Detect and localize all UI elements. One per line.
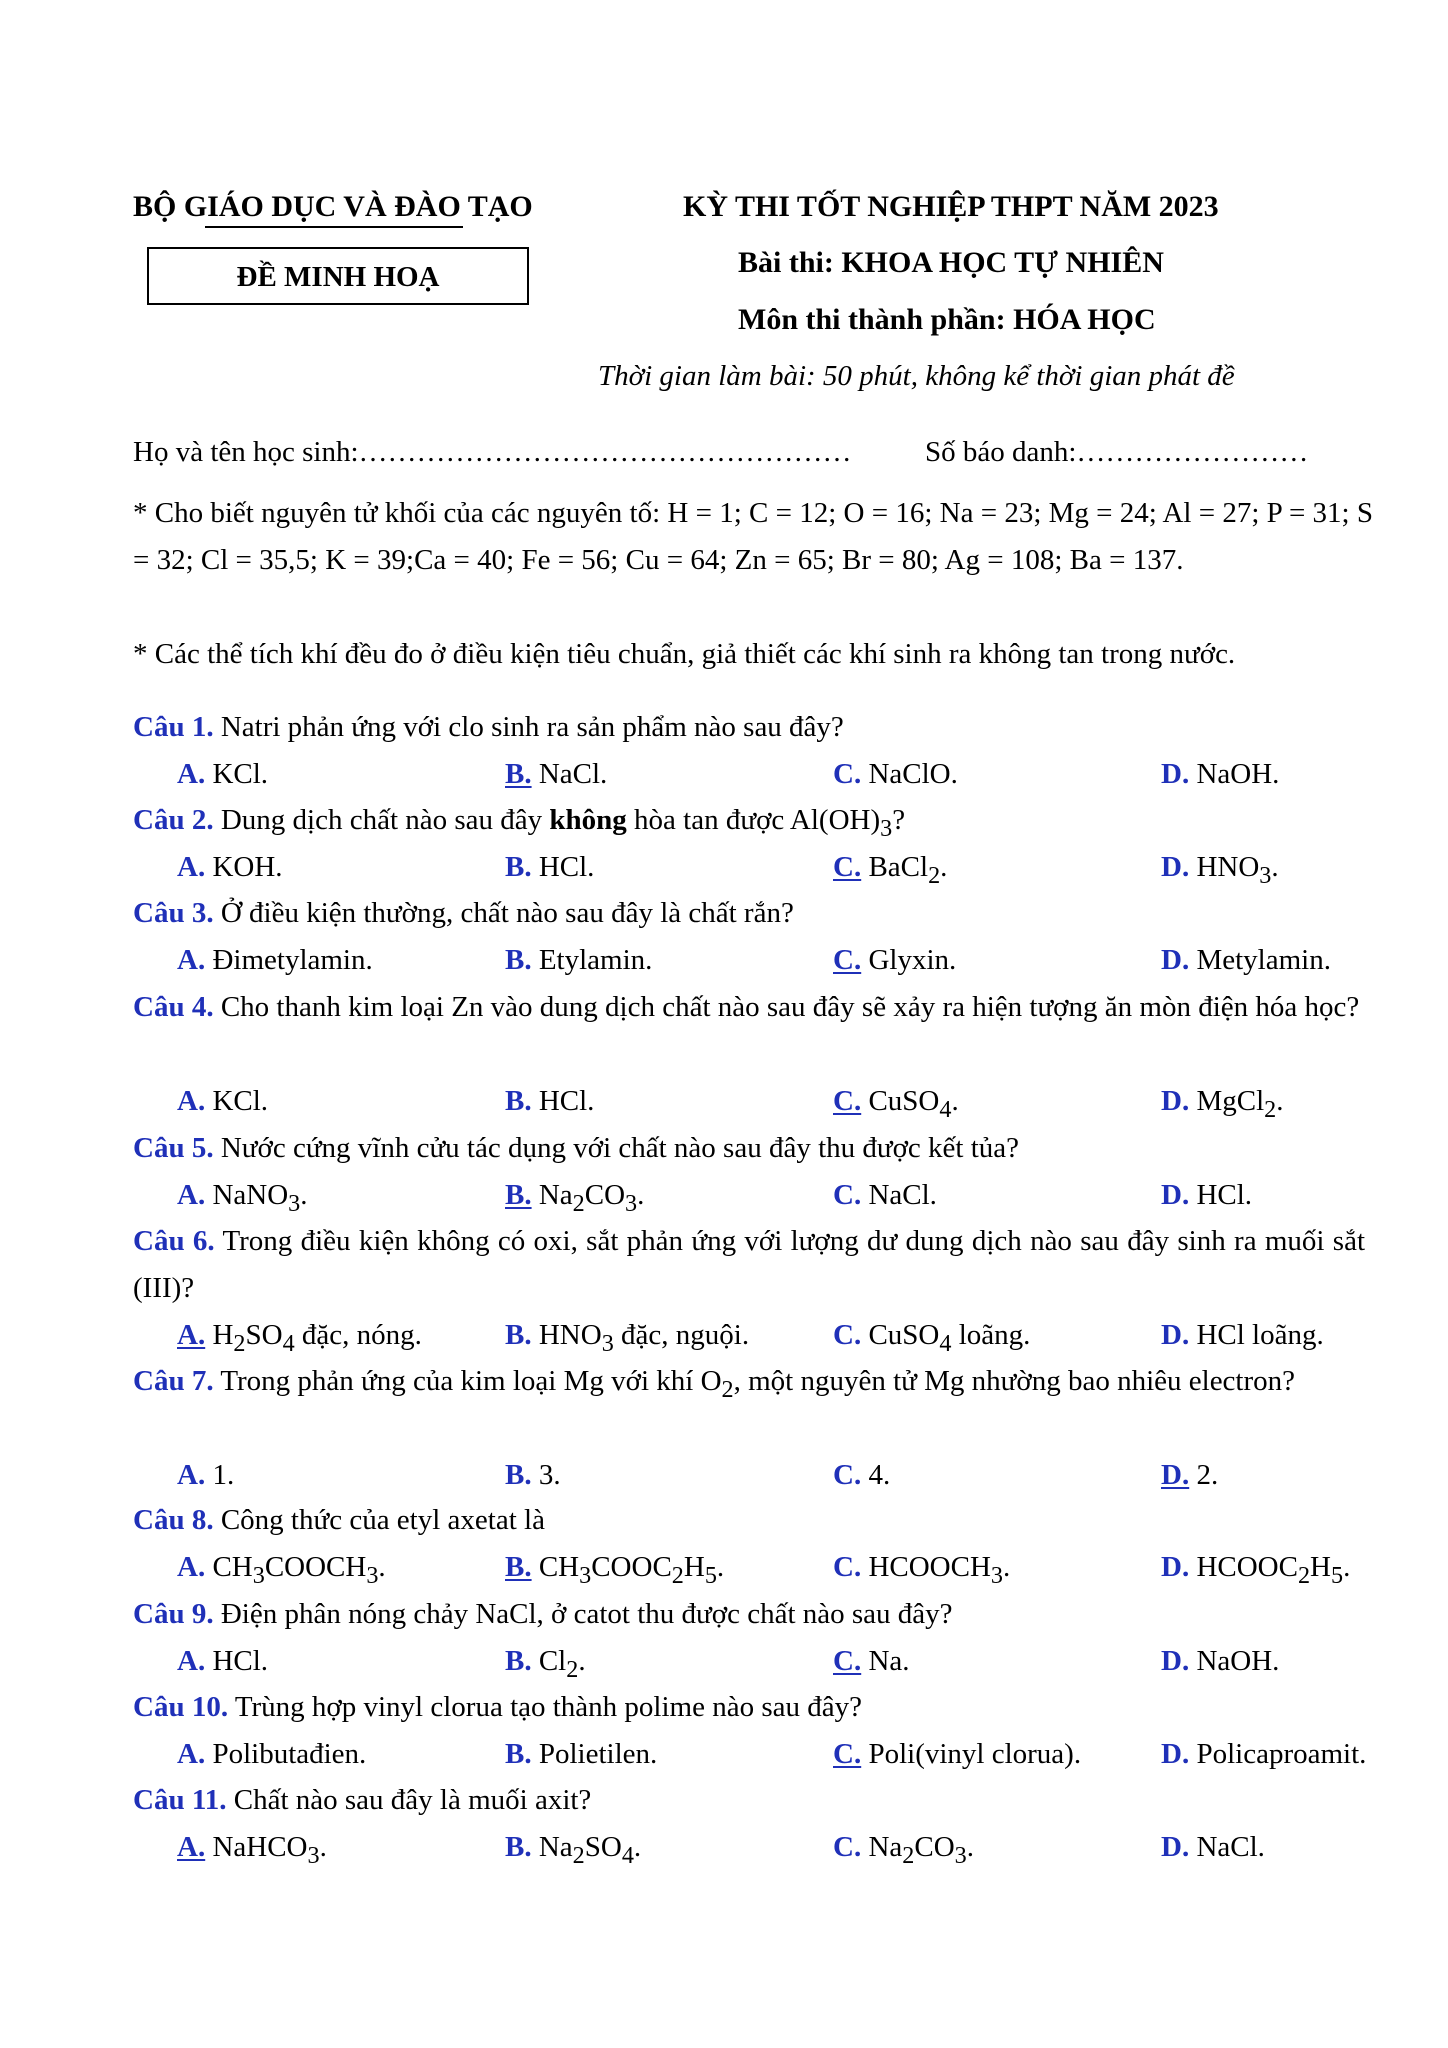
- option-letter: A.: [177, 851, 206, 883]
- question-number: Câu 1.: [133, 711, 214, 743]
- answer-option: [177, 751, 268, 798]
- subscript: 2: [902, 1841, 915, 1869]
- text-run: Công thức của etyl axetat là: [220, 1504, 545, 1536]
- question-stem: [133, 1125, 1365, 1172]
- option-letter: B.: [505, 1319, 532, 1351]
- question-stem: [133, 890, 1365, 937]
- subscript: 2: [233, 1329, 246, 1357]
- question-number: Câu 10.: [133, 1691, 229, 1723]
- option-letter: D.: [1161, 1831, 1190, 1863]
- answer-option: [505, 751, 607, 798]
- option-letter: D.: [1161, 1551, 1190, 1583]
- subscript: 3: [366, 1561, 379, 1589]
- question-number: Câu 7.: [133, 1365, 214, 1397]
- option-letter: D.: [1161, 1085, 1190, 1117]
- option-letter: B.: [505, 1085, 532, 1117]
- text-run: , một nguyên tử Mg nhường bao nhiêu electron?: [733, 1365, 1296, 1397]
- answer-options: [0, 937, 1448, 984]
- text-run: .: [578, 1645, 586, 1677]
- text-run: Chất nào sau đây là muối axit?: [233, 1784, 592, 1816]
- subscript: 2: [572, 1189, 585, 1217]
- correct-answer-letter: A.: [177, 1831, 206, 1863]
- subscript: 3: [579, 1561, 592, 1589]
- text-run: .: [951, 1085, 959, 1117]
- text-run: .: [1343, 1551, 1351, 1583]
- answer-options: [0, 1312, 1448, 1359]
- text-run: NaOH.: [1196, 758, 1280, 790]
- text-run: 1.: [212, 1459, 235, 1491]
- answer-option: [833, 1172, 937, 1219]
- text-run: Na: [538, 1831, 573, 1863]
- text-run: HCl loãng.: [1196, 1319, 1324, 1351]
- option-letter: B.: [505, 1645, 532, 1677]
- text-run: Policaproamit.: [1196, 1738, 1367, 1770]
- answer-option: [833, 1638, 910, 1685]
- option-letter: C.: [833, 758, 862, 790]
- text-run: H: [212, 1319, 234, 1351]
- text-run: .: [300, 1179, 308, 1211]
- text-run: Etylamin.: [538, 944, 653, 976]
- answer-option: [1161, 1452, 1218, 1499]
- text-run: KOH.: [212, 851, 283, 883]
- text-run: ?: [892, 804, 906, 836]
- text-run: .: [940, 851, 948, 883]
- text-run: Ở điều kiện thường, chất nào sau đây là chất rắn?: [220, 897, 794, 929]
- text-run: Natri phản ứng với clo sinh ra sản phẩm nào sau đây?: [220, 711, 844, 743]
- text-run: Metylamin.: [1196, 944, 1331, 976]
- question-number: Câu 9.: [133, 1598, 214, 1630]
- correct-answer-letter: C.: [833, 1645, 862, 1677]
- text-run: SO: [245, 1319, 283, 1351]
- answer-option: [177, 1731, 366, 1778]
- text-run: HCl.: [212, 1645, 269, 1677]
- subscript: 4: [939, 1329, 952, 1357]
- answer-option: [177, 937, 373, 984]
- subscript: 3: [252, 1561, 265, 1589]
- subscript: 3: [880, 814, 893, 842]
- answer-option: [505, 1824, 641, 1879]
- option-letter: A.: [177, 758, 206, 790]
- sample-exam-label: ĐỀ MINH HOẠ: [236, 261, 440, 293]
- text-run: NaNO: [212, 1179, 289, 1211]
- subscript: 3: [288, 1189, 301, 1217]
- text-run: Poli(vinyl clorua).: [868, 1738, 1082, 1770]
- subscript: 2: [566, 1655, 579, 1683]
- question-number: Câu 3.: [133, 897, 214, 929]
- text-run: KCl.: [212, 1085, 269, 1117]
- subscript: 2: [1264, 1095, 1277, 1123]
- subscript: 3: [990, 1561, 1003, 1589]
- answer-options: [0, 1452, 1448, 1499]
- text-run: HCl.: [1196, 1179, 1253, 1211]
- option-letter: C.: [833, 1551, 862, 1583]
- answer-option: [1161, 1638, 1279, 1685]
- subscript: 2: [572, 1841, 585, 1869]
- option-letter: A.: [177, 1459, 206, 1491]
- answer-option: [177, 1452, 234, 1499]
- correct-answer-letter: C.: [833, 1085, 862, 1117]
- text-run: Trong phản ứng của kim loại Mg với khí O: [220, 1365, 722, 1397]
- option-letter: A.: [177, 1085, 206, 1117]
- text-run: HNO: [1196, 851, 1260, 883]
- text-run: Dung dịch chất nào sau đây: [220, 804, 550, 836]
- text-run: .: [1276, 1085, 1284, 1117]
- exam-title: KỲ THI TỐT NGHIỆP THPT NĂM 2023: [683, 190, 1219, 223]
- correct-answer-letter: B.: [505, 1551, 532, 1583]
- answer-option: [1161, 1731, 1366, 1778]
- option-letter: A.: [177, 1738, 206, 1770]
- text-run: Na: [868, 1831, 903, 1863]
- answer-option: [177, 1824, 327, 1879]
- question-number: Câu 11.: [133, 1784, 227, 1816]
- answer-options: [0, 1078, 1448, 1125]
- subscript: 4: [939, 1095, 952, 1123]
- question-number: Câu 5.: [133, 1132, 214, 1164]
- text-run: CO: [914, 1831, 955, 1863]
- subscript: 3: [601, 1329, 614, 1357]
- subscript: 3: [954, 1841, 967, 1869]
- option-letter: D.: [1161, 851, 1190, 883]
- text-run: BaCl: [868, 851, 929, 883]
- student-name-field: Họ và tên học sinh:……………………………………………: [133, 436, 852, 468]
- emphasis-text: không: [549, 804, 627, 836]
- text-run: CH: [538, 1551, 580, 1583]
- text-run: .: [633, 1831, 642, 1863]
- text-run: MgCl: [1196, 1085, 1265, 1117]
- text-run: HCl.: [538, 1085, 595, 1117]
- text-run: 2.: [1196, 1459, 1219, 1491]
- subscript: 3: [307, 1841, 320, 1869]
- question-number: Câu 6.: [133, 1225, 215, 1257]
- text-run: H: [683, 1551, 705, 1583]
- text-run: HCOOC: [1196, 1551, 1298, 1583]
- ministry-underline: [205, 226, 463, 228]
- option-letter: C.: [833, 1319, 862, 1351]
- option-letter: C.: [833, 1179, 862, 1211]
- correct-answer-letter: C.: [833, 1738, 862, 1770]
- text-run: CuSO: [868, 1085, 940, 1117]
- text-run: .: [1271, 851, 1279, 883]
- answer-option: [833, 1452, 890, 1499]
- text-run: Glyxin.: [868, 944, 957, 976]
- option-letter: D.: [1161, 1319, 1190, 1351]
- subscript: 5: [704, 1561, 717, 1589]
- text-run: CH: [212, 1551, 253, 1583]
- text-run: NaClO.: [868, 758, 958, 790]
- text-run: .: [966, 1831, 974, 1863]
- text-run: Cho thanh kim loại Zn vào dung dịch chất nào sau đây sẽ xảy ra hiện tượng ăn mòn điện hóa học?: [220, 991, 1360, 1023]
- answer-option: [833, 1824, 974, 1879]
- answer-options: [0, 1638, 1448, 1685]
- text-run: Điện phân nóng chảy NaCl, ở catot thu được chất nào sau đây?: [220, 1598, 953, 1630]
- answer-option: [505, 844, 594, 891]
- option-letter: B.: [505, 1738, 532, 1770]
- question-stem: [133, 704, 1365, 751]
- subscript: 4: [282, 1329, 295, 1357]
- answer-option: [1161, 751, 1279, 798]
- question-number: Câu 2.: [133, 804, 214, 836]
- option-letter: B.: [505, 944, 532, 976]
- correct-answer-letter: A.: [177, 1319, 206, 1351]
- option-letter: A.: [177, 1645, 206, 1677]
- text-run: HNO: [538, 1319, 602, 1351]
- subscript: 2: [928, 861, 941, 889]
- text-run: Na.: [868, 1645, 910, 1677]
- option-letter: A.: [177, 1179, 206, 1211]
- answer-option: [1161, 1824, 1265, 1871]
- correct-answer-letter: C.: [833, 944, 862, 976]
- subscript: 2: [671, 1561, 684, 1589]
- text-run: NaHCO: [212, 1831, 308, 1863]
- answer-option: [177, 1078, 268, 1125]
- text-run: .: [637, 1179, 645, 1211]
- question-stem: [133, 1684, 1365, 1731]
- question-stem: [133, 1591, 1365, 1638]
- text-run: H: [1310, 1551, 1331, 1583]
- paper-title: Bài thi: KHOA HỌC TỰ NHIÊN: [738, 246, 1164, 279]
- question-stem: [133, 1358, 1365, 1413]
- text-run: 4.: [868, 1459, 891, 1491]
- text-run: .: [319, 1831, 327, 1863]
- subscript: 5: [1331, 1561, 1344, 1589]
- option-letter: D.: [1161, 758, 1190, 790]
- correct-answer-letter: B.: [505, 1179, 532, 1211]
- text-run: Nước cứng vĩnh cửu tác dụng với chất nào sau đây thu được kết tủa?: [220, 1132, 1020, 1164]
- answer-option: [833, 1731, 1081, 1778]
- answer-option: [833, 751, 958, 798]
- text-run: hòa tan được Al(OH): [626, 804, 881, 836]
- text-run: COOCH: [264, 1551, 367, 1583]
- answer-option: [1161, 1172, 1252, 1219]
- question-stem: [133, 984, 1365, 1031]
- option-letter: D.: [1161, 1645, 1190, 1677]
- text-run: đặc, nguội.: [613, 1319, 750, 1351]
- correct-answer-letter: D.: [1161, 1459, 1190, 1491]
- subject-title: Môn thi thành phần: HÓA HỌC: [738, 303, 1156, 336]
- text-run: Trong điều kiện không có oxi, sắt phản ứng với lượng dư dung dịch nào sau đây sinh ra muối sắt (III)?: [133, 1225, 1366, 1304]
- question-stem: [133, 1777, 1365, 1824]
- answer-option: [1161, 1312, 1324, 1359]
- option-letter: D.: [1161, 944, 1190, 976]
- atomic-mass-note: * Cho biết nguyên tử khối của các nguyên tố: H = 1; C = 12; O = 16; Na = 23; Mg = 24; Al = 27; P = 31; S = 32; Cl = 35,5; K = 39;Ca = 40; Fe = 56; Cu = 64; Zn = 65; Br = 80; Ag = 108; Ba = 137.: [133, 497, 1373, 576]
- correct-answer-letter: B.: [505, 758, 532, 790]
- text-run: Polietilen.: [538, 1738, 658, 1770]
- answer-options: [0, 1544, 1448, 1591]
- text-run: COOC: [591, 1551, 672, 1583]
- subscript: 4: [621, 1841, 634, 1869]
- answer-option: [505, 937, 652, 984]
- sample-exam-badge: [147, 247, 529, 305]
- answer-option: [505, 1452, 561, 1499]
- text-run: loãng.: [951, 1319, 1031, 1351]
- subscript: 3: [1259, 861, 1272, 889]
- answer-options: [0, 1824, 1448, 1871]
- text-run: NaOH.: [1196, 1645, 1280, 1677]
- text-run: KCl.: [212, 758, 269, 790]
- text-run: Trùng hợp vinyl clorua tạo thành polime nào sau đây?: [234, 1691, 862, 1723]
- text-run: Polibutađien.: [212, 1738, 367, 1770]
- correct-answer-letter: C.: [833, 851, 862, 883]
- text-run: Đimetylamin.: [212, 944, 373, 976]
- candidate-number-field: Số báo danh:……………………: [925, 436, 1309, 468]
- text-run: .: [378, 1551, 386, 1583]
- answer-option: [177, 1638, 268, 1685]
- subscript: 2: [1297, 1561, 1311, 1589]
- answer-options: [0, 1731, 1448, 1778]
- text-run: SO: [584, 1831, 622, 1863]
- answer-option: [833, 937, 956, 984]
- text-run: HCOOCH: [868, 1551, 991, 1583]
- ministry-name: BỘ GIÁO DỤC VÀ ĐÀO TẠO: [133, 190, 533, 223]
- answer-option: [1161, 937, 1331, 984]
- subscript: 2: [721, 1375, 734, 1403]
- option-letter: C.: [833, 1459, 862, 1491]
- text-run: CuSO: [868, 1319, 940, 1351]
- text-run: 3.: [538, 1459, 561, 1491]
- question-stem: [133, 1218, 1365, 1312]
- text-run: .: [1003, 1551, 1011, 1583]
- text-run: Na: [538, 1179, 573, 1211]
- option-letter: B.: [505, 1831, 532, 1863]
- option-letter: B.: [505, 851, 532, 883]
- text-run: NaCl.: [1196, 1831, 1265, 1863]
- time-allowed: Thời gian làm bài: 50 phút, không kể thời gian phát đề: [598, 360, 1235, 392]
- option-letter: C.: [833, 1831, 862, 1863]
- question-stem: [133, 1497, 1365, 1544]
- text-run: NaCl.: [868, 1179, 937, 1211]
- answer-options: [0, 1172, 1448, 1219]
- answer-option: [505, 1731, 657, 1778]
- question-number: Câu 8.: [133, 1504, 214, 1536]
- text-run: HCl.: [538, 851, 595, 883]
- option-letter: B.: [505, 1459, 532, 1491]
- option-letter: D.: [1161, 1179, 1190, 1211]
- text-run: Cl: [538, 1645, 567, 1677]
- answer-options: [0, 844, 1448, 891]
- option-letter: A.: [177, 1551, 206, 1583]
- text-run: NaCl.: [538, 758, 608, 790]
- option-letter: A.: [177, 944, 206, 976]
- answer-options: [0, 751, 1448, 798]
- text-run: .: [716, 1551, 725, 1583]
- gas-condition-note: * Các thể tích khí đều đo ở điều kiện tiêu chuẩn, giả thiết các khí sinh ra không tan trong nước.: [133, 638, 1236, 670]
- subscript: 3: [625, 1189, 638, 1217]
- option-letter: D.: [1161, 1738, 1190, 1770]
- text-run: CO: [584, 1179, 626, 1211]
- text-run: đặc, nóng.: [294, 1319, 422, 1351]
- question-number: Câu 4.: [133, 991, 214, 1023]
- answer-option: [177, 844, 283, 891]
- answer-option: [505, 1078, 594, 1125]
